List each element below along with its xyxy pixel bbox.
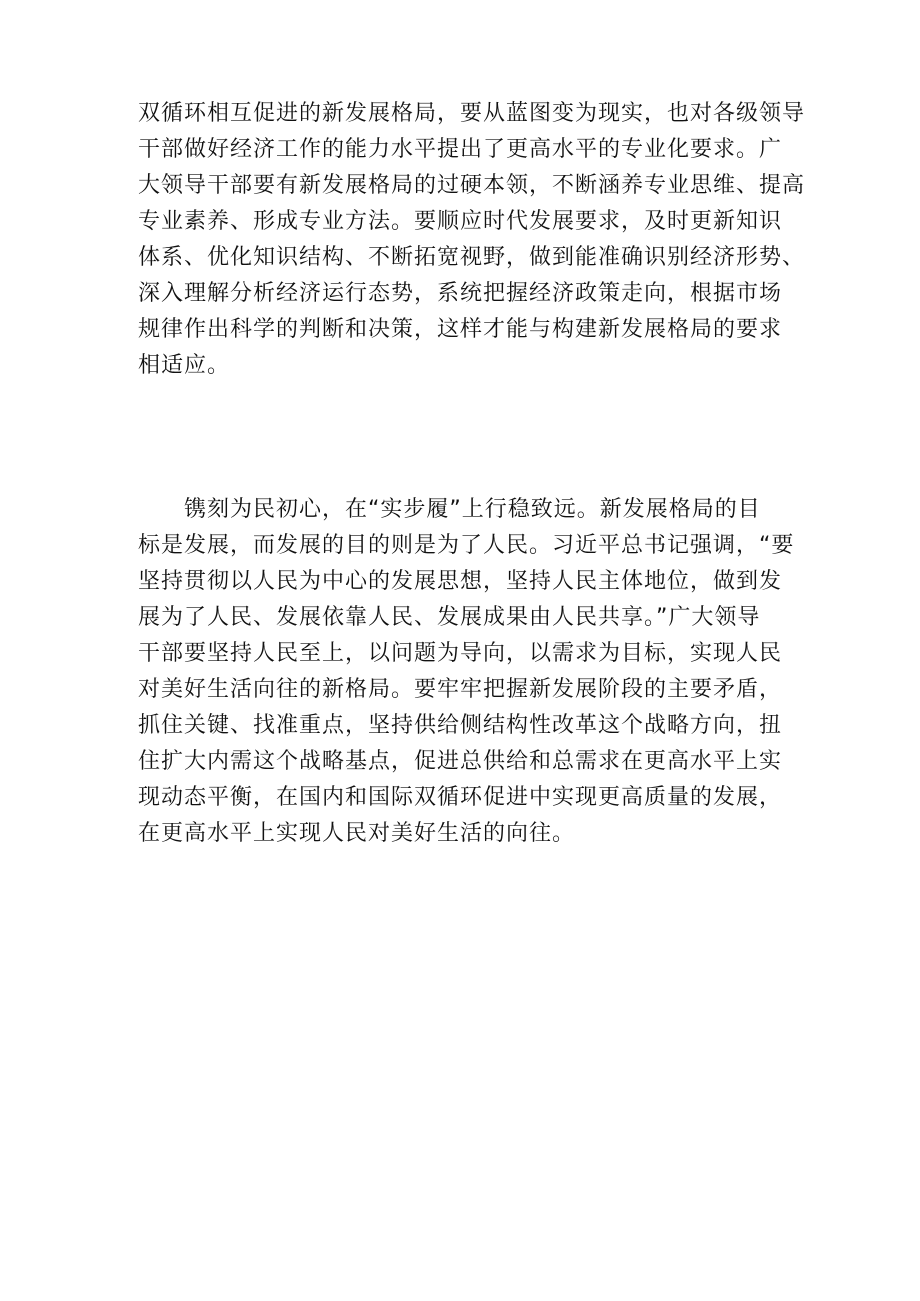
paragraph-line: 干部做好经济工作的能力水平提出了更高水平的专业化要求。广: [138, 137, 783, 162]
paragraph-1: [138, 96, 806, 384]
paragraph-line: 对美好生活向往的新格局。要牢牢把握新发展阶段的主要矛盾，: [138, 677, 783, 702]
paragraph-line: 规律作出科学的判断和决策，这样才能与构建新发展格局的要求: [138, 317, 783, 342]
paragraph-line: 镌刻为民初心，在“实步履”上行稳致远。新发展格局的目: [138, 497, 761, 522]
paragraph-line: 坚持贯彻以人民为中心的发展思想，坚持人民主体地位，做到发: [138, 569, 783, 594]
paragraph-line: 住扩大内需这个战略基点，促进总供给和总需求在更高水平上实: [138, 749, 783, 774]
paragraph-line: 抓住关键、找准重点，坚持供给侧结构性改革这个战略方向，扭: [138, 713, 783, 738]
paragraph-line: 大领导干部要有新发展格局的过硬本领，不断涵养专业思维、提高: [138, 173, 806, 198]
paragraph-line: 深入理解分析经济运行态势，系统把握经济政策走向，根据市场: [138, 281, 783, 306]
paragraph-line: 标是发展，而发展的目的则是为了人民。习近平总书记强调，“要: [138, 533, 795, 558]
paragraph-line: 相适应。: [138, 353, 231, 378]
paragraph-line: 展为了人民、发展依靠人民、发展成果由人民共享。”广大领导: [138, 605, 761, 630]
paragraph-line: 在更高水平上实现人民对美好生活的向往。: [138, 821, 576, 846]
paragraph-2: [138, 492, 798, 852]
paragraph-line: 现动态平衡，在国内和国际双循环促进中实现更高质量的发展，: [138, 785, 783, 810]
paragraph-line: 专业素养、形成专业方法。要顺应时代发展要求，及时更新知识: [138, 209, 783, 234]
paragraph-line: 双循环相互促进的新发展格局，要从蓝图变为现实，也对各级领导: [138, 101, 806, 126]
paragraph-line: 体系、优化知识结构、不断拓宽视野，做到能准确识别经济形势、: [138, 245, 806, 270]
paragraph-line: 干部要坚持人民至上，以问题为导向，以需求为目标，实现人民: [138, 641, 783, 666]
